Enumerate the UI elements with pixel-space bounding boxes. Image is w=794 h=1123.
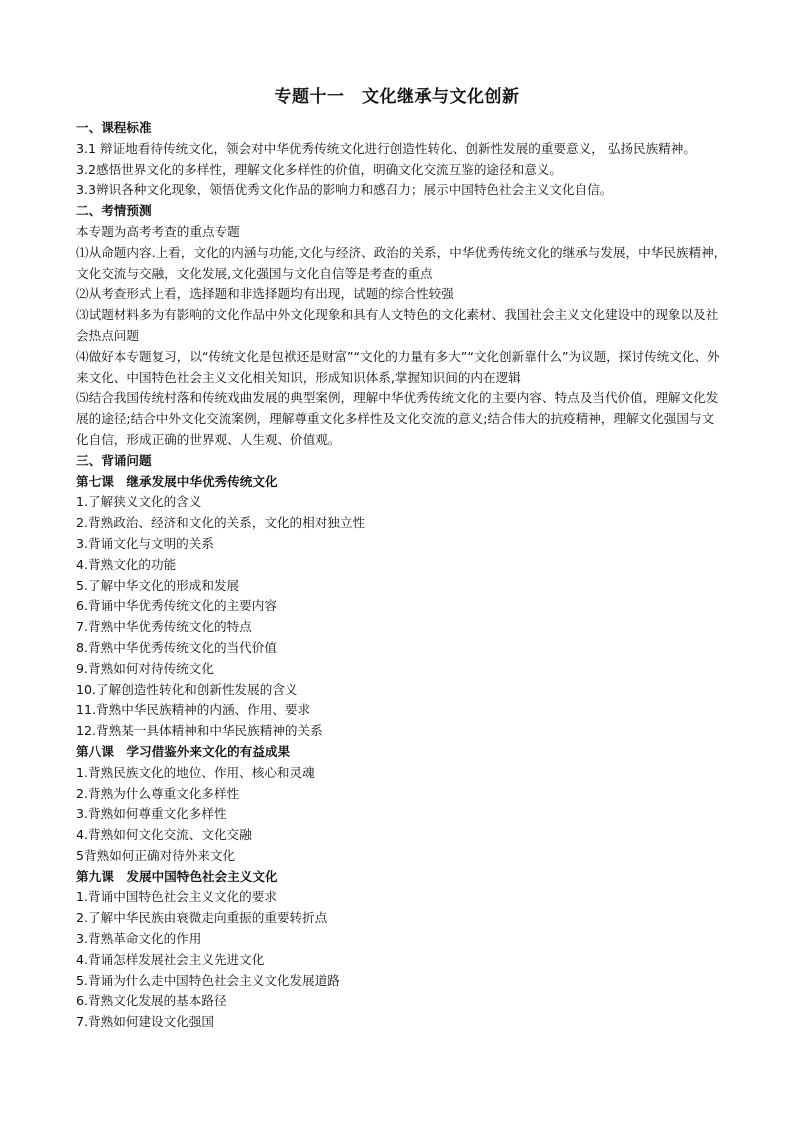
list-item: 6.背熟文化发展的基本路径 bbox=[76, 993, 227, 1009]
list-item: 2.背熟为什么尊重文化多样性 bbox=[76, 785, 240, 801]
lesson-title-8: 第八课 学习借鉴外来文化的有益成果 bbox=[76, 743, 291, 759]
document-body bbox=[76, 118, 726, 1033]
section-heading-exam-forecast: 二、考情预测 bbox=[76, 203, 152, 219]
list-item: 2.了解中华民族由衰微走向重振的重要转折点 bbox=[76, 910, 328, 926]
section-heading-recitation: 三、背诵问题 bbox=[76, 452, 152, 468]
list-item: 1.背熟民族文化的地位、作用、核心和灵魂 bbox=[76, 764, 315, 780]
list-item: 1.背诵中国特色社会主义文化的要求 bbox=[76, 889, 277, 905]
forecast-item: ⑷做好本专题复习，以“传统文化是包袱还是财富”“文化的力量有多大”“文化创新靠什么”为议题，探讨传统文化、外来文化、中国特色社会主义文化相关知识，形成知识体系,掌握知识间的内在逻辑 bbox=[76, 348, 720, 385]
list-item: 5.了解中华文化的形成和发展 bbox=[76, 577, 240, 593]
curriculum-item: 3.3辨识各种文化现象，领悟优秀文化作品的影响力和感召力；展示中国特色社会主义文化自信。 bbox=[76, 182, 613, 198]
forecast-item: ⑶试题材料多为有影响的文化作品中外文化现象和具有人文特色的文化素材、我国社会主义文化建设中的现象以及社会热点问题 bbox=[76, 307, 719, 343]
list-item: 2.背熟政治、经济和文化的关系，文化的相对独立性 bbox=[76, 515, 366, 531]
list-item: 3.背诵文化与文明的关系 bbox=[76, 535, 214, 551]
forecast-item: ⑴从命题内容.上看，文化的内涵与功能,文化与经济、政治的关系，中华优秀传统文化的继承与发展，中华民族精神,文化交流与交融，文化发展,文化强国与文化自信等是考查的重点 bbox=[76, 244, 718, 281]
list-item: 6.背诵中华优秀传统文化的主要内容 bbox=[76, 598, 277, 614]
document-title: 专题十一 文化继承与文化创新 bbox=[274, 87, 520, 107]
list-item: 8.背熟中华优秀传统文化的当代价值 bbox=[76, 639, 277, 655]
section-heading-curriculum: 一、课程标准 bbox=[76, 120, 152, 135]
list-item: 3.背熟革命文化的作用 bbox=[76, 931, 202, 947]
list-item: 4.背熟如何文化交流、文化交融 bbox=[76, 827, 252, 843]
list-item: 9.背熟如何对待传统文化 bbox=[76, 660, 214, 676]
lesson-title-9: 第九课 发展中国特色社会主义文化 bbox=[76, 868, 278, 884]
list-item: 4.背熟文化的功能 bbox=[76, 556, 177, 572]
list-item: 7.背熟中华优秀传统文化的特点 bbox=[76, 619, 252, 635]
forecast-item: ⑵从考查形式上看，选择题和非选择题均有出现，试题的综合性较强 bbox=[76, 286, 454, 302]
lesson-title-7: 第七课 继承发展中华优秀传统文化 bbox=[76, 473, 278, 489]
list-item: 3.背熟如何尊重文化多样性 bbox=[76, 806, 227, 822]
list-item: 7.背熟如何建设文化强国 bbox=[76, 1014, 214, 1030]
list-item: 5背熟如何正确对待外来文化 bbox=[76, 847, 236, 863]
list-item: 1.了解狭义文化的含义 bbox=[76, 494, 202, 510]
list-item: 4.背诵怎样发展社会主义先进文化 bbox=[76, 951, 265, 967]
list-item: 10.了解创造性转化和创新性发展的含义 bbox=[76, 681, 298, 697]
forecast-item: 本专题为高考考查的重点专题 bbox=[76, 223, 240, 239]
list-item: 11.背熟中华民族精神的内涵、作用、要求 bbox=[76, 702, 311, 718]
curriculum-item: 3.2感悟世界文化的多样性，理解文化多样性的价值，明确文化交流互鉴的途径和意义。 bbox=[76, 161, 562, 177]
curriculum-item: 3.1 辩证地看待传统文化，领会对中华优秀传统文化进行创造性转化、创新性发展的重要意义， 弘扬民族精神。 bbox=[76, 140, 696, 156]
forecast-item: ⑸结合我国传统村落和传统戏曲发展的典型案例，理解中华优秀传统文化的主要内容、特点及当代价值，理解文化发展的途径;结合中外文化交流案例，理解尊重文化多样性及文化交流的意义;结合伟大的抗疫精神，理解文化强国与文化自信，形成正确的世界观、人生观、价值观。 bbox=[76, 390, 719, 447]
list-item: 12.背熟某一具体精神和中华民族精神的关系 bbox=[76, 723, 323, 739]
list-item: 5.背诵为什么走中国特色社会主义文化发展道路 bbox=[76, 972, 340, 988]
